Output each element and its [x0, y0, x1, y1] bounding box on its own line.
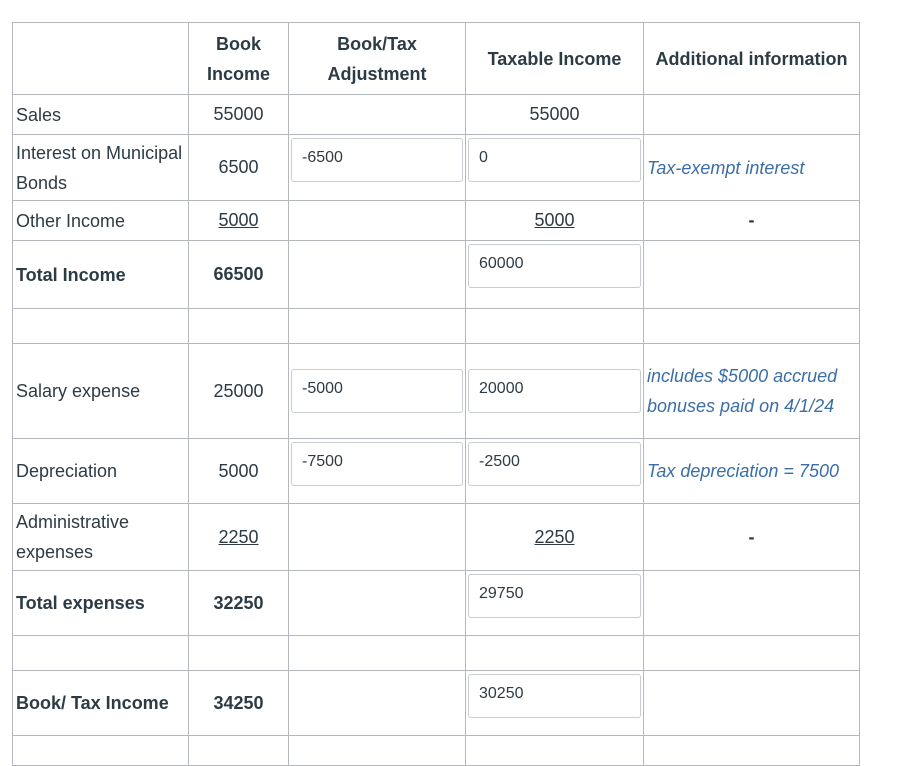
taxable-input[interactable]: 0	[468, 138, 641, 182]
taxable-input[interactable]: -2500	[468, 442, 641, 486]
adjustment-cell	[289, 439, 466, 504]
spacer-row	[13, 309, 860, 344]
book-value: 6500	[189, 135, 289, 201]
info-cell	[644, 571, 860, 636]
book-value: 5000	[189, 201, 289, 241]
row-label: Administrative expenses	[13, 504, 189, 571]
taxable-value: 5000	[466, 201, 644, 241]
info-cell	[644, 671, 860, 736]
book-value: 55000	[189, 95, 289, 135]
adjustment-input[interactable]: -5000	[291, 369, 463, 413]
adjustment-cell	[289, 201, 466, 241]
spacer-row	[13, 636, 860, 671]
adjustment-cell	[289, 241, 466, 309]
taxable-cell	[466, 439, 644, 504]
header-book-income: Book Income	[189, 23, 289, 95]
row-label: Other Income	[13, 201, 189, 241]
taxable-cell	[466, 571, 644, 636]
adjustment-cell	[289, 95, 466, 135]
header-adjustment: Book/Tax Adjustment	[289, 23, 466, 95]
taxable-cell	[466, 344, 644, 439]
taxable-cell	[466, 241, 644, 309]
taxable-value: 55000	[466, 95, 644, 135]
row-label: Interest on Municipal Bonds	[13, 135, 189, 201]
header-taxable-income: Taxable Income	[466, 23, 644, 95]
table-row	[13, 504, 860, 571]
taxable-cell	[466, 135, 644, 201]
table-row	[13, 241, 860, 309]
table-row	[13, 671, 860, 736]
table-row	[13, 95, 860, 135]
book-tax-table	[12, 22, 860, 766]
info-cell	[644, 241, 860, 309]
taxable-input[interactable]: 30250	[468, 674, 641, 718]
table-row	[13, 571, 860, 636]
info-text: Tax-exempt interest	[644, 135, 860, 201]
table-row	[13, 201, 860, 241]
adjustment-cell	[289, 504, 466, 571]
adjustment-cell	[289, 344, 466, 439]
header-row	[13, 23, 860, 95]
taxable-input[interactable]: 20000	[468, 369, 641, 413]
adjustment-input[interactable]: -6500	[291, 138, 463, 182]
header-label	[13, 23, 189, 95]
row-label: Sales	[13, 95, 189, 135]
row-label: Salary expense	[13, 344, 189, 439]
book-value: 66500	[189, 241, 289, 309]
row-label: Total expenses	[13, 571, 189, 636]
table-row	[13, 439, 860, 504]
taxable-value: 2250	[466, 504, 644, 571]
info-dash: -	[644, 504, 860, 571]
info-dash: -	[644, 201, 860, 241]
book-value: 25000	[189, 344, 289, 439]
row-label: Total Income	[13, 241, 189, 309]
book-value: 32250	[189, 571, 289, 636]
spacer-row	[13, 736, 860, 766]
adjustment-cell	[289, 671, 466, 736]
adjustment-cell	[289, 135, 466, 201]
table-row	[13, 344, 860, 439]
taxable-input[interactable]: 60000	[468, 244, 641, 288]
row-label: Depreciation	[13, 439, 189, 504]
header-additional-info: Additional information	[644, 23, 860, 95]
book-value: 5000	[189, 439, 289, 504]
book-value: 34250	[189, 671, 289, 736]
adjustment-cell	[289, 571, 466, 636]
adjustment-input[interactable]: -7500	[291, 442, 463, 486]
row-label: Book/ Tax Income	[13, 671, 189, 736]
book-value: 2250	[189, 504, 289, 571]
table-row	[13, 135, 860, 201]
info-cell	[644, 95, 860, 135]
taxable-cell	[466, 671, 644, 736]
info-text: Tax depreciation = 7500	[644, 439, 860, 504]
taxable-input[interactable]: 29750	[468, 574, 641, 618]
info-text: includes $5000 accrued bonuses paid on 4/1/24	[644, 344, 860, 439]
